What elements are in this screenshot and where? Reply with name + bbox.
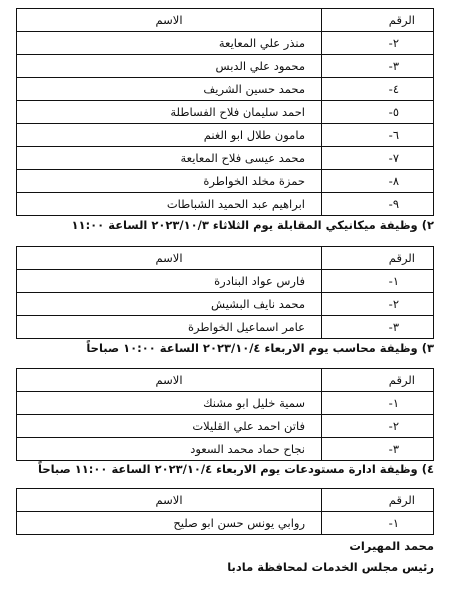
column-header-name: الاسم <box>17 369 322 392</box>
table-row <box>17 415 434 438</box>
row-name: سمية خليل ابو مشنك <box>17 392 322 415</box>
table-row <box>17 78 434 101</box>
table-header-row <box>17 489 434 512</box>
row-number: ٢- <box>322 293 434 316</box>
row-number: ٧- <box>322 147 434 170</box>
column-header-name: الاسم <box>17 9 322 32</box>
table-row <box>17 512 434 535</box>
row-number: ٣- <box>322 438 434 461</box>
signatory-title: رئيس مجلس الخدمات لمحافظة مادبا <box>227 560 434 574</box>
column-header-number: الرقم <box>322 489 434 512</box>
signatory-name: محمد المهيرات <box>349 539 434 553</box>
row-name: محمد حسين الشريف <box>17 78 322 101</box>
table-header-row <box>17 247 434 270</box>
row-number: ٩- <box>322 193 434 216</box>
row-number: ٣- <box>322 55 434 78</box>
row-number: ١- <box>322 270 434 293</box>
section-2-heading: ٢) وظيفة ميكانيكي المقابلة يوم الثلاثاء ٢٠٢٣/١٠/٣ الساعة ١١:٠٠ <box>71 218 434 232</box>
row-name: فارس عواد البنادرة <box>17 270 322 293</box>
row-name: احمد سليمان فلاح الفساطلة <box>17 101 322 124</box>
table-row <box>17 270 434 293</box>
row-number: ٢- <box>322 32 434 55</box>
row-number: ٥- <box>322 101 434 124</box>
table-row <box>17 147 434 170</box>
section-3-heading: ٣) وظيفة محاسب يوم الاربعاء ٢٠٢٣/١٠/٤ الساعة ١٠:٠٠ صباحاً <box>86 341 434 355</box>
row-number: ١- <box>322 512 434 535</box>
row-name: عامر اسماعيل الخواطرة <box>17 316 322 339</box>
table-row <box>17 193 434 216</box>
column-header-number: الرقم <box>322 369 434 392</box>
table-row <box>17 55 434 78</box>
candidates-table-1 <box>16 8 434 216</box>
table-header-row <box>17 9 434 32</box>
table-row <box>17 438 434 461</box>
candidates-table-4 <box>16 488 434 535</box>
row-name: محمود علي الدبس <box>17 55 322 78</box>
row-name: محمد عيسى فلاح المعايعة <box>17 147 322 170</box>
table-header-row <box>17 369 434 392</box>
candidates-table-3 <box>16 368 434 461</box>
table-row <box>17 316 434 339</box>
table-row <box>17 392 434 415</box>
row-name: مامون طلال ابو الغنم <box>17 124 322 147</box>
row-name: محمد نايف البشيش <box>17 293 322 316</box>
row-name: ابراهيم عبد الحميد الشباطات <box>17 193 322 216</box>
table-row <box>17 293 434 316</box>
row-number: ١- <box>322 392 434 415</box>
row-number: ٤- <box>322 78 434 101</box>
row-number: ٨- <box>322 170 434 193</box>
column-header-number: الرقم <box>322 247 434 270</box>
row-name: روابي يونس حسن ابو صليح <box>17 512 322 535</box>
column-header-name: الاسم <box>17 247 322 270</box>
column-header-name: الاسم <box>17 489 322 512</box>
table-row <box>17 170 434 193</box>
row-number: ٦- <box>322 124 434 147</box>
row-name: منذر علي المعايعة <box>17 32 322 55</box>
table-row <box>17 124 434 147</box>
table-row <box>17 101 434 124</box>
row-name: حمزة مخلد الخواطرة <box>17 170 322 193</box>
table-row <box>17 32 434 55</box>
section-4-heading: ٤) وظيفة ادارة مستودعات يوم الاربعاء ٢٠٢٣/١٠/٤ الساعة ١١:٠٠ صباحاً <box>38 462 434 476</box>
row-name: فاتن احمد علي القليلات <box>17 415 322 438</box>
row-name: نجاح حماد محمد السعود <box>17 438 322 461</box>
row-number: ٣- <box>322 316 434 339</box>
row-number: ٢- <box>322 415 434 438</box>
candidates-table-2 <box>16 246 434 339</box>
column-header-number: الرقم <box>322 9 434 32</box>
